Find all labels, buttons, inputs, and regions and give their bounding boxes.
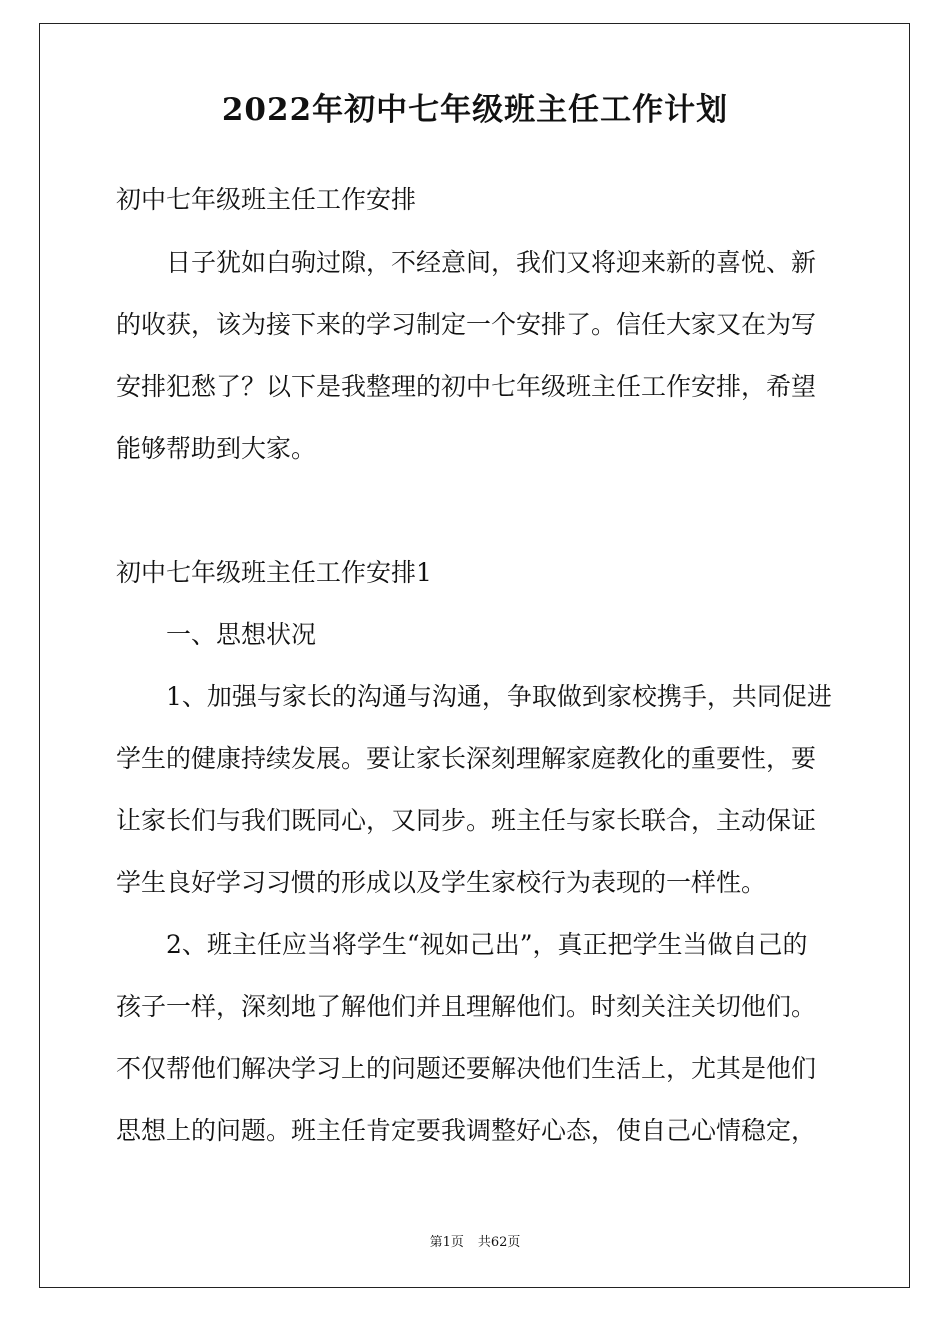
- paragraph-line: 让家长们与我们既同心，又同步。班主任与家长联合，主动保证: [116, 806, 817, 835]
- paragraph-line: 日子犹如白驹过隙，不经意间，我们又将迎来新的喜悦、新: [166, 248, 817, 277]
- paragraph-line: 孩子一样，深刻地了解他们并且理解他们。时刻关注关切他们。: [116, 992, 817, 1021]
- section-heading: 初中七年级班主任工作安排: [116, 185, 417, 214]
- paragraph-line: 学生良好学习习惯的形成以及学生家校行为表现的一样性。: [116, 868, 767, 897]
- paragraph-line: 的收获，该为接下来的学习制定一个安排了。信任大家又在为写: [116, 310, 817, 339]
- paragraph-line: 安排犯愁了？以下是我整理的初中七年级班主任工作安排，希望: [116, 372, 817, 401]
- page-number: 第1页: [429, 1235, 464, 1250]
- document-title: 2022年初中七年级班主任工作计划: [221, 92, 729, 128]
- page-footer: [0, 1234, 950, 1252]
- paragraph-line: 1、加强与家长的沟通与沟通，争取做到家校携手，共同促进: [166, 682, 832, 711]
- paragraph-line: 思想上的问题。班主任肯定要我调整好心态，使自己心情稳定，: [116, 1116, 817, 1145]
- section-heading: 初中七年级班主任工作安排1: [116, 558, 432, 587]
- page-total: 共62页: [477, 1235, 521, 1250]
- paragraph-line: 学生的健康持续发展。要让家长深刻理解家庭教化的重要性，要: [116, 744, 817, 773]
- paragraph-line: 能够帮助到大家。: [116, 434, 317, 463]
- subsection-heading: 一、思想状况: [166, 620, 317, 649]
- paragraph-line: 不仅帮他们解决学习上的问题还要解决他们生活上，尤其是他们: [116, 1054, 817, 1083]
- paragraph-line: 2、班主任应当将学生“视如己出”，真正把学生当做自己的: [166, 930, 808, 959]
